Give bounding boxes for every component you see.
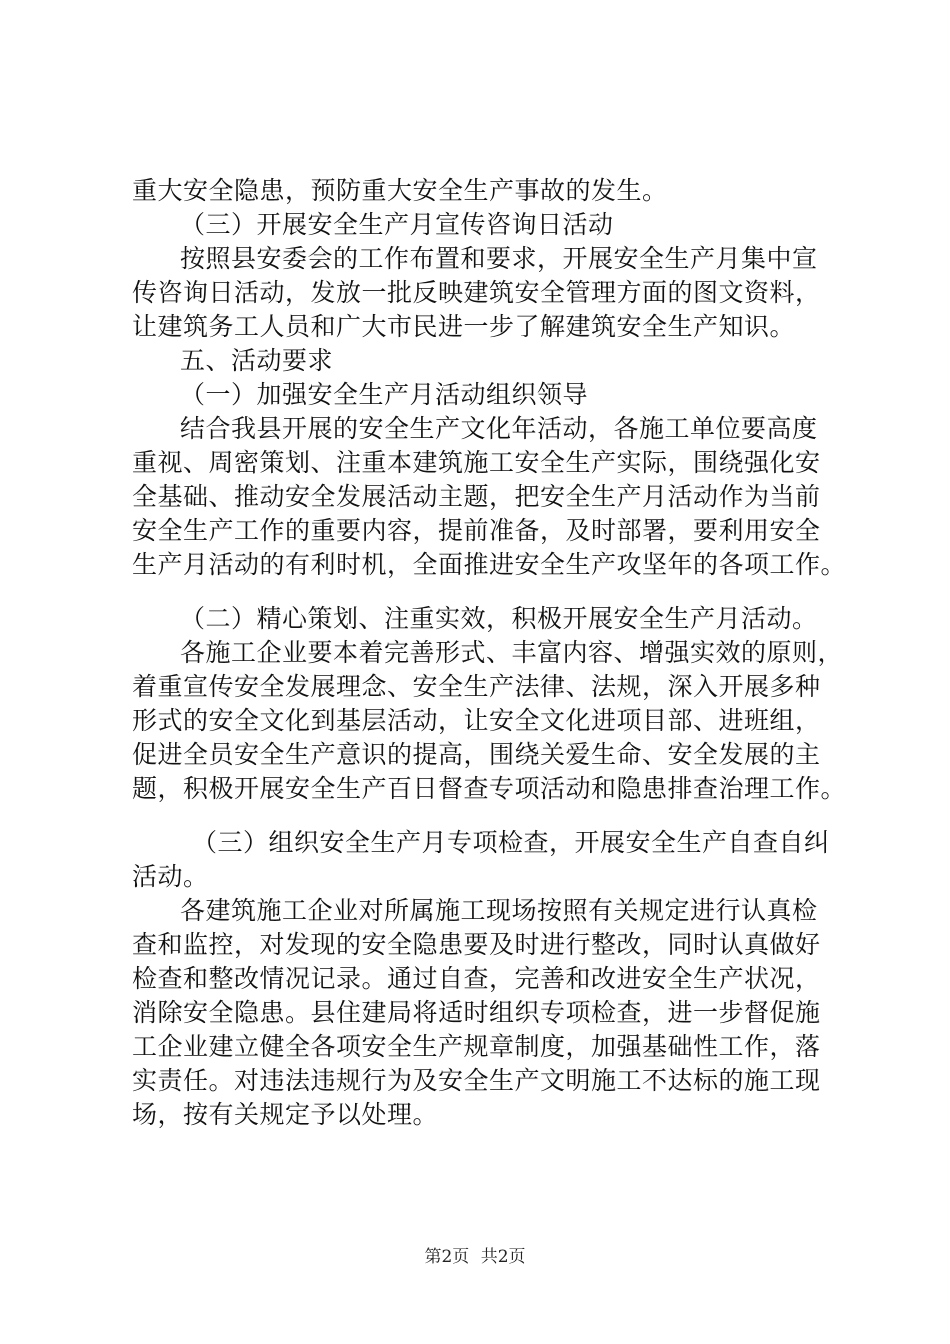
page-footer [0, 1242, 950, 1267]
paragraph-line: 按照县安委会的工作布置和要求，开展安全生产月集中宣 [180, 244, 818, 273]
paragraph-line: 查和监控，对发现的安全隐患要及时进行整改，同时认真做好 [132, 930, 821, 959]
paragraph-line: 生产月活动的有利时机，全面推进安全生产攻坚年的各项工作。 [132, 550, 847, 579]
paragraph-spacer [132, 582, 832, 602]
section-heading: （三）组织安全生产月专项检查，开展安全生产自查自纠 [192, 828, 830, 857]
paragraph-line: 促进全员安全生产意识的提高，围绕关爱生命、安全发展的主 [132, 740, 821, 769]
paragraph-line: 场，按有关规定予以处理。 [132, 1100, 439, 1129]
paragraph-line: 实责任。对违法违规行为及安全生产文明施工不达标的施工现 [132, 1066, 821, 1095]
section-heading: 五、活动要求 [180, 346, 334, 375]
paragraph-line: 各施工企业要本着完善形式、丰富内容、增强实效的原则， [180, 638, 844, 667]
paragraph-spacer [132, 806, 832, 826]
section-heading: （二）精心策划、注重实效，积极开展安全生产月活动。 [180, 604, 818, 633]
section-heading-continued: 活动。 [132, 862, 209, 891]
paragraph-line: 重大安全隐患，预防重大安全生产事故的发生。 [132, 176, 668, 205]
document-body [132, 174, 847, 1132]
paragraph-line: 全基础、推动安全发展活动主题，把安全生产月活动作为当前 [132, 482, 821, 511]
paragraph-line: 重视、周密策划、注重本建筑施工安全生产实际，围绕强化安 [132, 448, 821, 477]
page-total: 共2页 [480, 1247, 526, 1267]
paragraph-line: 各建筑施工企业对所属施工现场按照有关规定进行认真检 [180, 896, 818, 925]
paragraph-line: 着重宣传安全发展理念、安全生产法律、法规，深入开展多种 [132, 672, 821, 701]
paragraph-line: 让建筑务工人员和广大市民进一步了解建筑安全生产知识。 [132, 312, 796, 341]
paragraph-line: 题，积极开展安全生产百日督查专项活动和隐患排查治理工作。 [132, 774, 847, 803]
section-heading: （一）加强安全生产月活动组织领导 [180, 380, 589, 409]
paragraph-line: 安全生产工作的重要内容，提前准备，及时部署，要利用安全 [132, 516, 821, 545]
paragraph-line: 检查和整改情况记录。通过自查，完善和改进安全生产状况， [132, 964, 821, 993]
paragraph-line: 消除安全隐患。县住建局将适时组织专项检查，进一步督促施 [132, 998, 821, 1027]
page-number: 第2页 [424, 1247, 470, 1267]
paragraph-line: 传咨询日活动，发放一批反映建筑安全管理方面的图文资料， [132, 278, 821, 307]
paragraph-line: 工企业建立健全各项安全生产规章制度，加强基础性工作，落 [132, 1032, 821, 1061]
section-heading: （三）开展安全生产月宣传咨询日活动 [180, 210, 614, 239]
paragraph-line: 形式的安全文化到基层活动，让安全文化进项目部、进班组， [132, 706, 821, 735]
paragraph-line: 结合我县开展的安全生产文化年活动，各施工单位要高度 [180, 414, 818, 443]
